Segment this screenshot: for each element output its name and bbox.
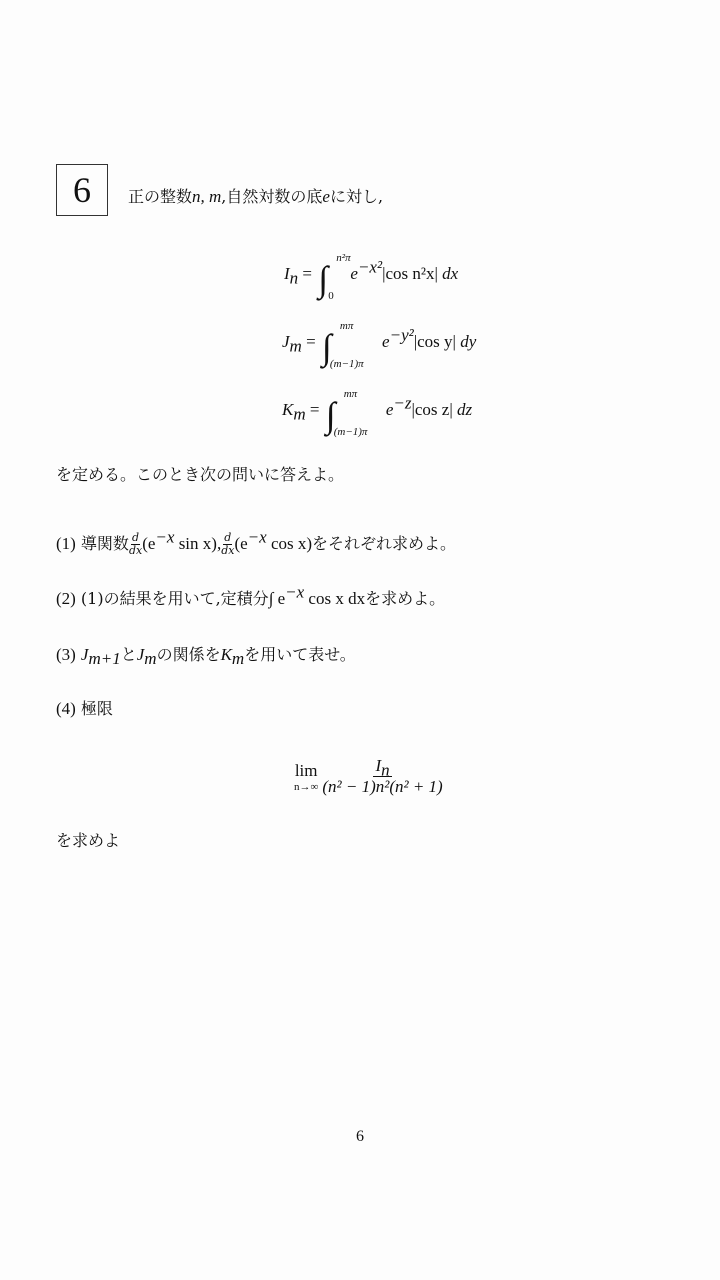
- q4-label: (4): [56, 699, 76, 718]
- eq-j-lhs-sub: m: [289, 336, 302, 356]
- eq-k-d: dz: [457, 400, 473, 419]
- question-4: [56, 698, 113, 720]
- eq-k-e: e: [385, 400, 394, 419]
- q3-k-sub: m: [231, 649, 245, 669]
- eq-i-lhs-sub: n: [289, 268, 299, 288]
- q2-expr-exp: −x: [285, 582, 305, 602]
- eq-j-abs: |cos y|: [413, 332, 456, 351]
- eq-i-upper: n²π: [336, 252, 351, 264]
- q1-expr1: (e: [142, 534, 156, 553]
- intro-prefix: 正の整数: [128, 187, 193, 206]
- q1-expr1-exp: −x: [155, 527, 175, 547]
- q3-j1-sub: m+1: [88, 649, 121, 669]
- q1-expr2: (e: [234, 534, 248, 553]
- question-2: [56, 582, 446, 610]
- eq-j-exp: −y²: [389, 325, 414, 345]
- integral-sign: ∫ mπ (m−1)π: [321, 320, 364, 370]
- question-3: [56, 644, 356, 669]
- q1-derivative-2: $\frac{d}{dx}$: [221, 531, 235, 557]
- q3-j1: J: [80, 645, 89, 664]
- q3-label: (3): [56, 645, 76, 664]
- q1-expr2-exp: −x: [247, 527, 267, 547]
- q3-text-a: と: [120, 645, 137, 664]
- eq-k-upper: mπ: [343, 388, 358, 400]
- q2-expr: ∫ e: [268, 589, 286, 608]
- eq-i-exp: −x²: [357, 257, 383, 277]
- intro-mid: ,自然対数の底: [221, 187, 323, 206]
- q3-text-c: を用いて表せ。: [244, 645, 356, 664]
- eq-k-abs: |cos z|: [411, 400, 453, 419]
- q3-j2: J: [136, 645, 145, 664]
- limit-operator: [294, 761, 318, 793]
- q1-expr1-tail: sin x),: [174, 534, 222, 553]
- eq-k-lower: (m−1)π: [333, 426, 368, 438]
- eq-i-lower: 0: [328, 290, 334, 302]
- q1-expr2-tail: cos x): [266, 534, 313, 553]
- problem-intro: [128, 186, 383, 208]
- lim-sub: n→∞: [294, 780, 319, 793]
- q2-text-a: (1)の結果を用いて,定積分: [80, 589, 269, 608]
- intro-suffix: に対し,: [329, 187, 384, 206]
- page-number: 6: [356, 1128, 364, 1145]
- eq-j-e: e: [382, 332, 390, 351]
- eq-j-d: dy: [460, 332, 477, 351]
- eq-i-d: dx: [442, 264, 459, 283]
- eq-k-lhs: K: [282, 400, 294, 419]
- lim-word: lim: [294, 760, 318, 780]
- q2-text-b: を求めよ。: [365, 589, 446, 608]
- eq-k-exp: −z: [393, 393, 412, 413]
- q3-text-b: の関係を: [156, 645, 221, 664]
- eq-j-lower: (m−1)π: [329, 358, 364, 370]
- question-1: [56, 527, 457, 557]
- integral-sign: ∫ n²π 0: [318, 252, 351, 302]
- integral-sign: ∫ mπ (m−1)π: [325, 388, 368, 438]
- intro-e: e: [322, 187, 330, 206]
- eq-i-lhs: I: [284, 264, 290, 283]
- q3-j2-sub: m: [144, 649, 157, 669]
- equation-j: $J_m$ = ∫ mπ (m−1)π $e^{-y^2}|\cos$ y| dy: [282, 320, 477, 370]
- eq-j-lhs: J: [282, 332, 290, 351]
- instruction-text: を定める。このとき次の問いに答えよ。: [56, 465, 345, 484]
- limit-numerator: $I_n$: [375, 756, 390, 780]
- intro-vars: n, m: [192, 187, 222, 206]
- q1-text-b: をそれぞれ求めよ。: [312, 534, 457, 553]
- closing-text: を求めよ: [56, 831, 121, 850]
- q2-label: (2): [56, 589, 76, 608]
- equation-k: $K_m$ = ∫ mπ (m−1)π $e^{-z}|\cos$ z| dz: [282, 388, 473, 438]
- eq-i-e: e: [350, 264, 358, 283]
- equation-i: $I_n$ = ∫ n²π 0 $e^{-x^2}|\cos$ n²x| dx: [284, 252, 459, 302]
- eq-i-abs: |cos n²x|: [382, 264, 438, 283]
- limit-fraction: [322, 756, 442, 797]
- problem-number-box: 6: [56, 164, 108, 216]
- eq-k-lhs-sub: m: [293, 404, 306, 424]
- q4-text: 極限: [80, 699, 113, 718]
- q1-text-a: 導関数: [80, 534, 129, 553]
- eq-j-upper: mπ: [339, 320, 354, 332]
- q2-expr-tail: cos x dx: [304, 589, 366, 608]
- q3-k: K: [220, 645, 232, 664]
- q1-label: (1): [56, 534, 76, 553]
- limit-expression: [294, 756, 443, 797]
- q1-derivative-1: $\frac{d}{dx}$: [128, 531, 143, 557]
- limit-denominator: (n² − 1)n²(n² + 1): [322, 777, 443, 796]
